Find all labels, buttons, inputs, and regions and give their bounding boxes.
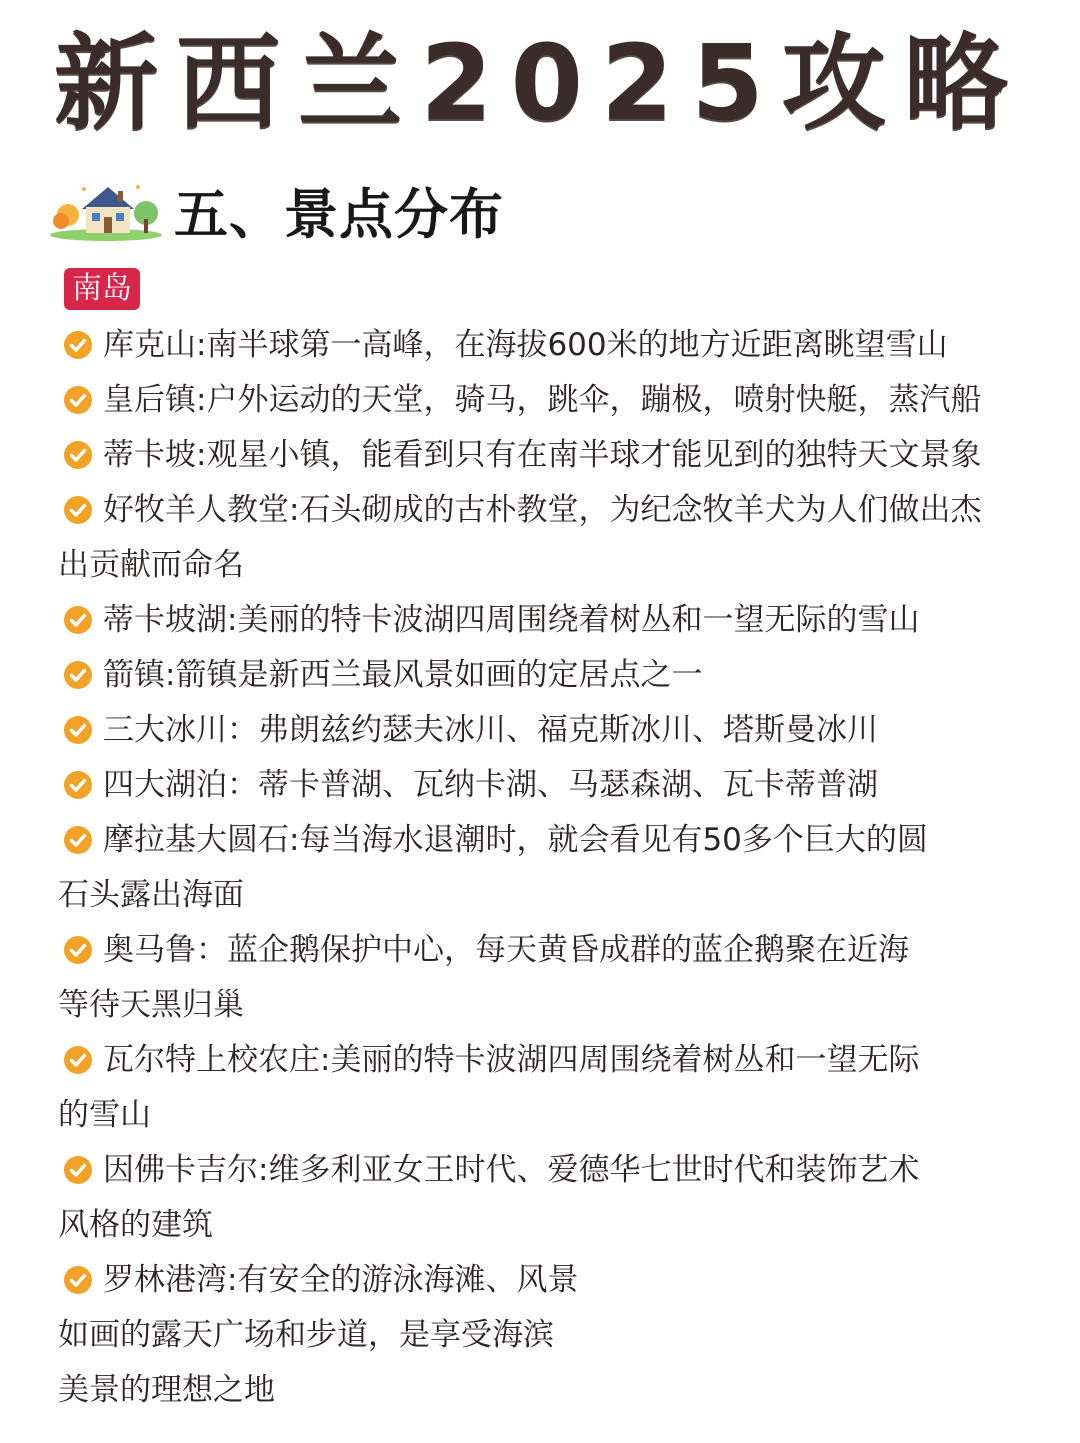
list-item bbox=[58, 318, 1048, 373]
spot-text: 三大冰川：弗朗兹约瑟夫冰川、福克斯冰川、塔斯曼冰川 bbox=[103, 712, 878, 748]
check-icon bbox=[64, 606, 92, 634]
check-icon bbox=[64, 441, 92, 469]
check-icon bbox=[64, 386, 92, 414]
list-item bbox=[58, 703, 1048, 758]
spot-text-continued: 风格的建筑 bbox=[58, 1207, 213, 1243]
list-item bbox=[58, 923, 1048, 1033]
spot-text: 蒂卡坡湖:美丽的特卡波湖四周围绕着树丛和一望无际的雪山 bbox=[103, 602, 920, 638]
spot-text: 瓦尔特上校农庄:美丽的特卡波湖四周围绕着树丛和一望无际 bbox=[103, 1042, 920, 1078]
spot-text: 罗林港湾:有安全的游泳海滩、风景 bbox=[103, 1262, 579, 1298]
spot-text: 摩拉基大圆石:每当海水退潮时，就会看见有50多个巨大的圆 bbox=[103, 822, 928, 858]
spot-text: 库克山:南半球第一高峰，在海拔600米的地方近距离眺望雪山 bbox=[103, 327, 948, 363]
spot-text: 因佛卡吉尔:维多利亚女王时代、爱德华七世时代和装饰艺术 bbox=[103, 1152, 920, 1188]
section-header bbox=[48, 170, 504, 250]
spot-text: 奥马鲁：蓝企鹅保护中心，每天黄昏成群的蓝企鹅聚在近海 bbox=[103, 932, 909, 968]
section-title: 五、景点分布 bbox=[174, 182, 504, 246]
list-item bbox=[58, 758, 1048, 813]
page-title: 新西兰2025攻略 bbox=[54, 22, 1026, 144]
spot-text: 四大湖泊：蒂卡普湖、瓦纳卡湖、马瑟森湖、瓦卡蒂普湖 bbox=[103, 767, 878, 803]
spot-text: 蒂卡坡:观星小镇，能看到只有在南半球才能见到的独特天文景象 bbox=[103, 437, 982, 473]
list-item bbox=[58, 1143, 1048, 1253]
check-icon bbox=[64, 496, 92, 524]
check-icon bbox=[64, 716, 92, 744]
list-item bbox=[58, 428, 1048, 483]
list-item bbox=[58, 373, 1048, 428]
list-item bbox=[58, 813, 1048, 923]
list-item bbox=[58, 593, 1048, 648]
check-icon bbox=[64, 826, 92, 854]
check-icon bbox=[64, 1046, 92, 1074]
list-item bbox=[58, 1033, 1048, 1143]
list-item bbox=[58, 648, 1048, 703]
check-icon bbox=[64, 936, 92, 964]
list-item bbox=[58, 483, 1048, 593]
spot-text-continued: 如画的露天广场和步道，是享受海滨 bbox=[58, 1317, 554, 1353]
spot-text-continued: 出贡献而命名 bbox=[58, 547, 244, 583]
check-icon bbox=[64, 1156, 92, 1184]
spot-text-continued: 美景的理想之地 bbox=[58, 1372, 275, 1408]
list-item bbox=[58, 1253, 1048, 1418]
spot-text: 皇后镇:户外运动的天堂，骑马，跳伞，蹦极，喷射快艇，蒸汽船 bbox=[103, 382, 982, 418]
check-icon bbox=[64, 661, 92, 689]
house-landscape-icon bbox=[48, 179, 164, 241]
check-icon bbox=[64, 771, 92, 799]
spot-text: 好牧羊人教堂:石头砌成的古朴教堂，为纪念牧羊犬为人们做出杰 bbox=[103, 492, 982, 528]
check-icon bbox=[64, 331, 92, 359]
check-icon bbox=[64, 1266, 92, 1294]
spot-text-continued: 石头露出海面 bbox=[58, 877, 244, 913]
spot-text-continued: 的雪山 bbox=[58, 1097, 151, 1133]
spot-text-continued: 等待天黑归巢 bbox=[58, 987, 244, 1023]
spot-text: 箭镇:箭镇是新西兰最风景如画的定居点之一 bbox=[103, 657, 703, 693]
spot-list bbox=[58, 318, 1048, 1418]
region-tag: 南岛 bbox=[64, 268, 140, 310]
